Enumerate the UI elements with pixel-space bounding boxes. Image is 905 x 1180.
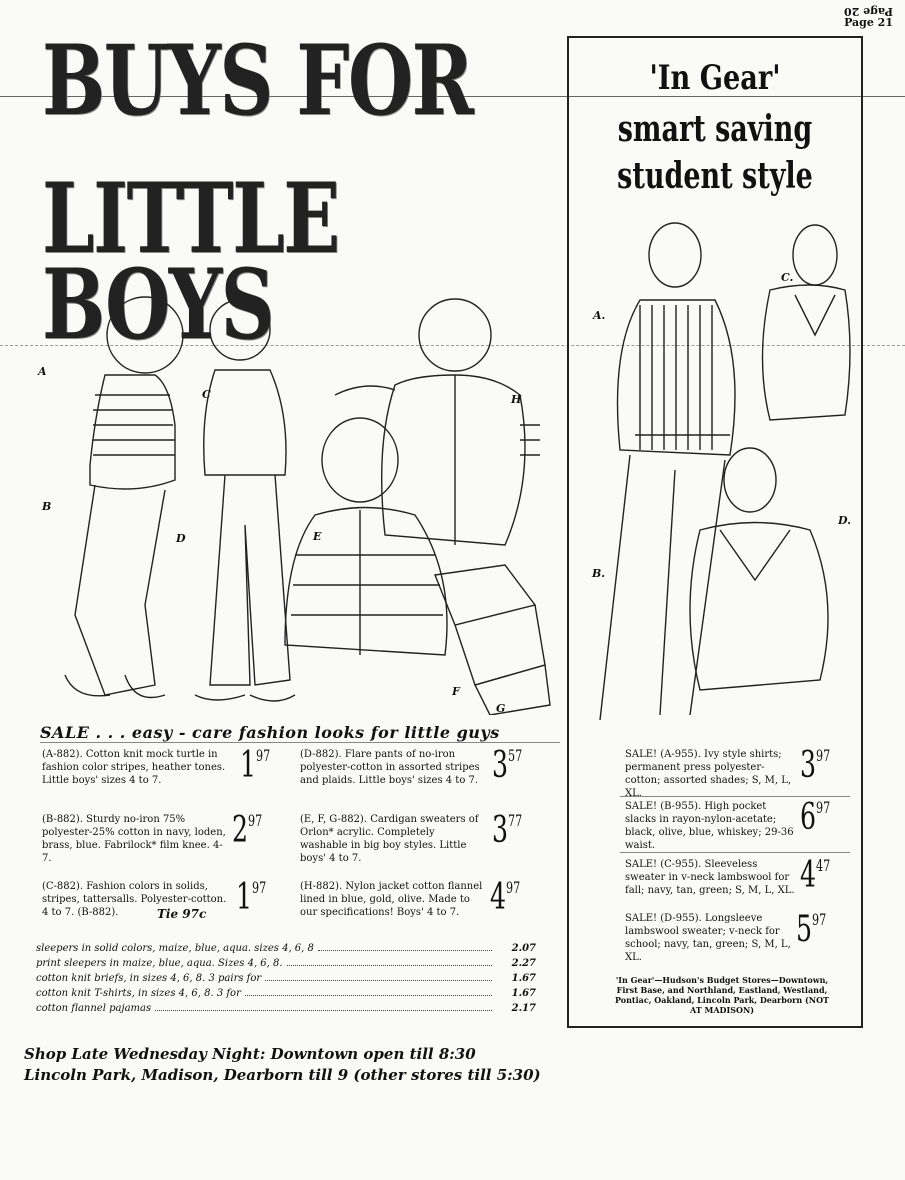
list-item-text: sleepers in solid colors, maize, blue, aqua. sizes 4, 6, 8 (36, 943, 314, 954)
list-item-price: 2.07 (511, 943, 536, 954)
figure-letter-c: C (202, 388, 211, 401)
tie-price: Tie 97c (157, 907, 207, 921)
figure-letter-a: A. (593, 309, 606, 322)
list-item (36, 958, 536, 969)
list-item (36, 1003, 536, 1014)
price-dollars: 3 (492, 745, 509, 786)
footer-line1: Shop Late Wednesday Night: Downtown open till 8:30 (24, 1045, 476, 1063)
item-divider (620, 852, 850, 853)
figure-letter-b: B. (592, 567, 606, 580)
figure-letter-b: B (42, 500, 52, 513)
sale-underline (40, 742, 560, 743)
in-gear-title: 'In Gear' (649, 58, 781, 98)
leader-dots (245, 988, 492, 996)
list-item-text: cotton knit T-shirts, in sizes 4, 6, 8. 3 for (36, 988, 241, 999)
page-number (844, 6, 893, 28)
sale-heading: SALE . . . easy - care fashion looks for little guys (40, 723, 500, 742)
price-cents: 97 (506, 878, 521, 897)
price-dollars: 3 (800, 745, 817, 786)
price-dollars: 2 (232, 810, 249, 851)
item-c882-text: (C-882). Fashion colors in solids, stripes, tattersalls. Polyester-cotton. 4 to 7. (B-882). (42, 881, 227, 918)
in-gear-subtitle-1: smart saving (617, 108, 813, 150)
footer-line2: Lincoln Park, Madison, Dearborn till 9 (other stores till 5:30) (24, 1066, 541, 1084)
item-h882-price (490, 877, 521, 918)
list-item-text: cotton flannel pajamas (36, 1003, 152, 1014)
item-d955-price (796, 909, 827, 950)
item-c955-text: SALE! (C-955). Sleeveless sweater in v-neck lambswool for fall; navy, tan, green; S, M, L, XL. (625, 859, 795, 896)
item-b955-text: SALE! (B-955). High pocket slacks in rayon-nylon-acetate; black, olive, blue, whiskey; 29-36 waist. (625, 801, 794, 851)
figure-letter-h: H (511, 393, 522, 406)
leader-dots (155, 1003, 492, 1011)
price-cents: 77 (508, 811, 523, 830)
figure-letter-e: E (313, 530, 322, 543)
leader-dots (318, 943, 492, 951)
in-gear-subtitle-2: student style (617, 155, 813, 197)
figure-letter-f: F (452, 685, 460, 698)
price-dollars: 1 (236, 877, 253, 918)
headline-line2: LITTLE BOYS (42, 162, 339, 361)
leader-dots (265, 973, 492, 981)
list-item-text: cotton knit briefs, in sizes 4, 6, 8. 3 pairs for (36, 973, 262, 984)
figure-letter-d: D. (838, 514, 851, 527)
price-cents: 97 (812, 910, 827, 929)
figure-letter-a: A (38, 365, 47, 378)
page-number-mirrored: Page 20 (844, 5, 893, 18)
item-efg882-text: (E, F, G-882). Cardigan sweaters of Orlon* acrylic. Completely washable in big boy styles. Little boys' 4 to 7. (300, 814, 479, 864)
item-d882-price (492, 745, 523, 786)
price-cents: 97 (816, 798, 831, 817)
list-item (36, 943, 536, 954)
item-d882-text: (D-882). Flare pants of no-iron polyester-cotton in assorted stripes and plaids. Little boys' sizes 4 to 7. (300, 749, 480, 786)
item-a882-price (240, 745, 271, 786)
item-h882-text: (H-882). Nylon jacket cotton flannel lined in blue, gold, olive. Made to our specifications! Boys' 4 to 7. (300, 881, 483, 918)
item-efg882-price (492, 810, 523, 851)
item-b955-price (800, 797, 831, 838)
figure-letter-d: D (176, 532, 186, 545)
price-dollars: 1 (240, 745, 257, 786)
page-number-label: Page 21 (844, 16, 893, 29)
item-d955-text: SALE! (D-955). Longsleeve lambswool sweater; v-neck for school; navy, tan, green; S, M, L, XL. (625, 913, 791, 963)
price-dollars: 4 (800, 855, 817, 896)
price-cents: 57 (508, 746, 523, 765)
list-item-price: 2.17 (511, 1003, 536, 1014)
list-item-price: 1.67 (511, 988, 536, 999)
list-item (36, 988, 536, 999)
item-a955-text: SALE! (A-955). Ivy style shirts; permanent press polyester-cotton; assorted shades; S, M, L, XL. (625, 749, 792, 799)
item-c882-price (236, 877, 267, 918)
price-cents: 47 (816, 856, 831, 875)
price-dollars: 5 (796, 909, 813, 950)
headline-line1: BUYS FOR (42, 24, 473, 137)
list-item-price: 2.27 (511, 958, 536, 969)
item-c955-price (800, 855, 831, 896)
price-cents: 97 (252, 878, 267, 897)
students-illustration (580, 210, 855, 730)
price-cents: 97 (816, 746, 831, 765)
item-a882-text: (A-882). Cotton knit mock turtle in fashion color stripes, heather tones. Little boys' sizes 4 to 7. (42, 749, 226, 786)
store-note: 'In Gear'—Hudson's Budget Stores—Downtown, First Base, and Northland, Eastland, Westland, Pontiac, Oakland, Lincoln Park, Dearborn (NOT AT MADISON) (614, 975, 830, 1015)
leader-dots (287, 958, 492, 966)
price-cents: 97 (248, 811, 263, 830)
figure-letter-g: G (496, 702, 506, 715)
price-dollars: 6 (800, 797, 817, 838)
price-dollars: 3 (492, 810, 509, 851)
boys-illustration (35, 275, 565, 715)
item-b882-text: (B-882). Sturdy no-iron 75% polyester-25% cotton in navy, loden, brass, blue. Fabrilock* film knee. 4-7. (42, 814, 226, 864)
list-item-price: 1.67 (511, 973, 536, 984)
list-item-text: print sleepers in maize, blue, aqua. Sizes 4, 6, 8. (36, 958, 283, 969)
item-a955-price (800, 745, 831, 786)
price-cents: 97 (256, 746, 271, 765)
item-b882-price (232, 810, 263, 851)
price-dollars: 4 (490, 877, 507, 918)
list-item (36, 973, 536, 984)
price-list (36, 943, 536, 1014)
figure-letter-c: C. (781, 271, 794, 284)
